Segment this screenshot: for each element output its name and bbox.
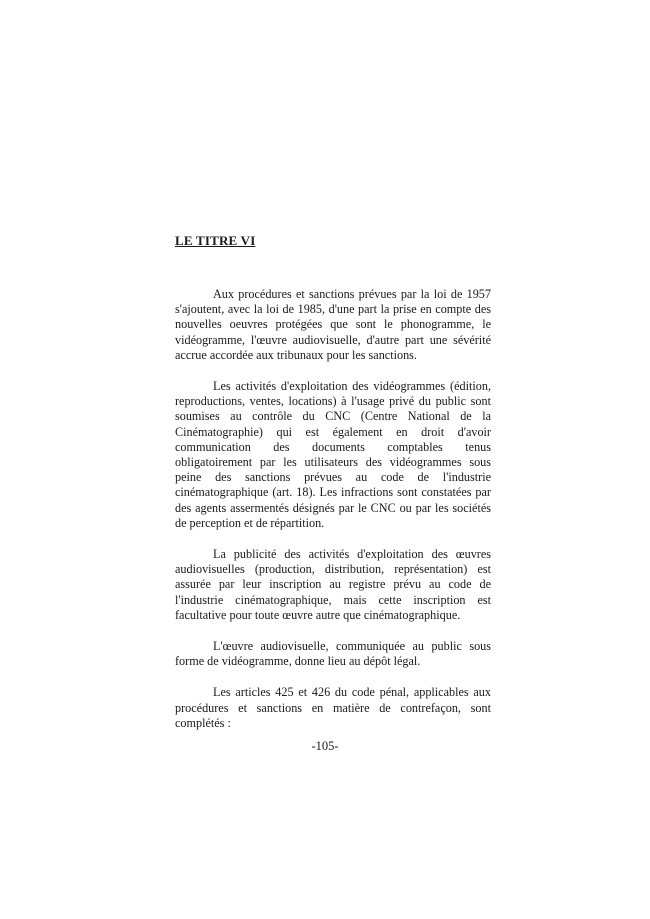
body-text — [175, 287, 491, 747]
paragraph: L'œuvre audiovisuelle, communiquée au public sous forme de vidéogramme, donne lieu au dépôt légal. — [175, 639, 491, 669]
section-title: LE TITRE VI — [175, 233, 256, 248]
paragraph: La publicité des activités d'exploitation des œuvres audiovisuelles (production, distribution, représentation) est assurée par leur inscription au registre prévu au code de l'industrie cinématographique, mais cette inscription est facultative pour toute œuvre autre que cinématographique. — [175, 547, 491, 622]
paragraph: Aux procédures et sanctions prévues par la loi de 1957 s'ajoutent, avec la loi de 1985, d'une part la prise en compte des nouvelles oeuvres protégées que sont le phonogramme, le vidéogramme, l'œuvre audiovisuelle, d'autre part une sévérité accrue accordée aux tribunaux pour les sanctions. — [175, 287, 491, 362]
paragraph: Les articles 425 et 426 du code pénal, applicables aux procédures et sanctions en matière de contrefaçon, sont complétés : — [175, 685, 491, 730]
page-number: -105- — [311, 739, 339, 753]
paragraph: Les activités d'exploitation des vidéogrammes (édition, reproductions, ventes, locations) à l'usage privé du public sont soumises au contrôle du CNC (Centre National de la Cinématographie) qui est également en droit d'avoir communication des documents comptables tenus obligatoirement par les utilisateurs des vidéogrammes sous peine des sanctions prévues au code de l'industrie cinématographique (art. 18). Les infractions sont constatées par des agents assermentés désignés par le CNC ou par les sociétés de perception et de répartition. — [175, 379, 491, 530]
